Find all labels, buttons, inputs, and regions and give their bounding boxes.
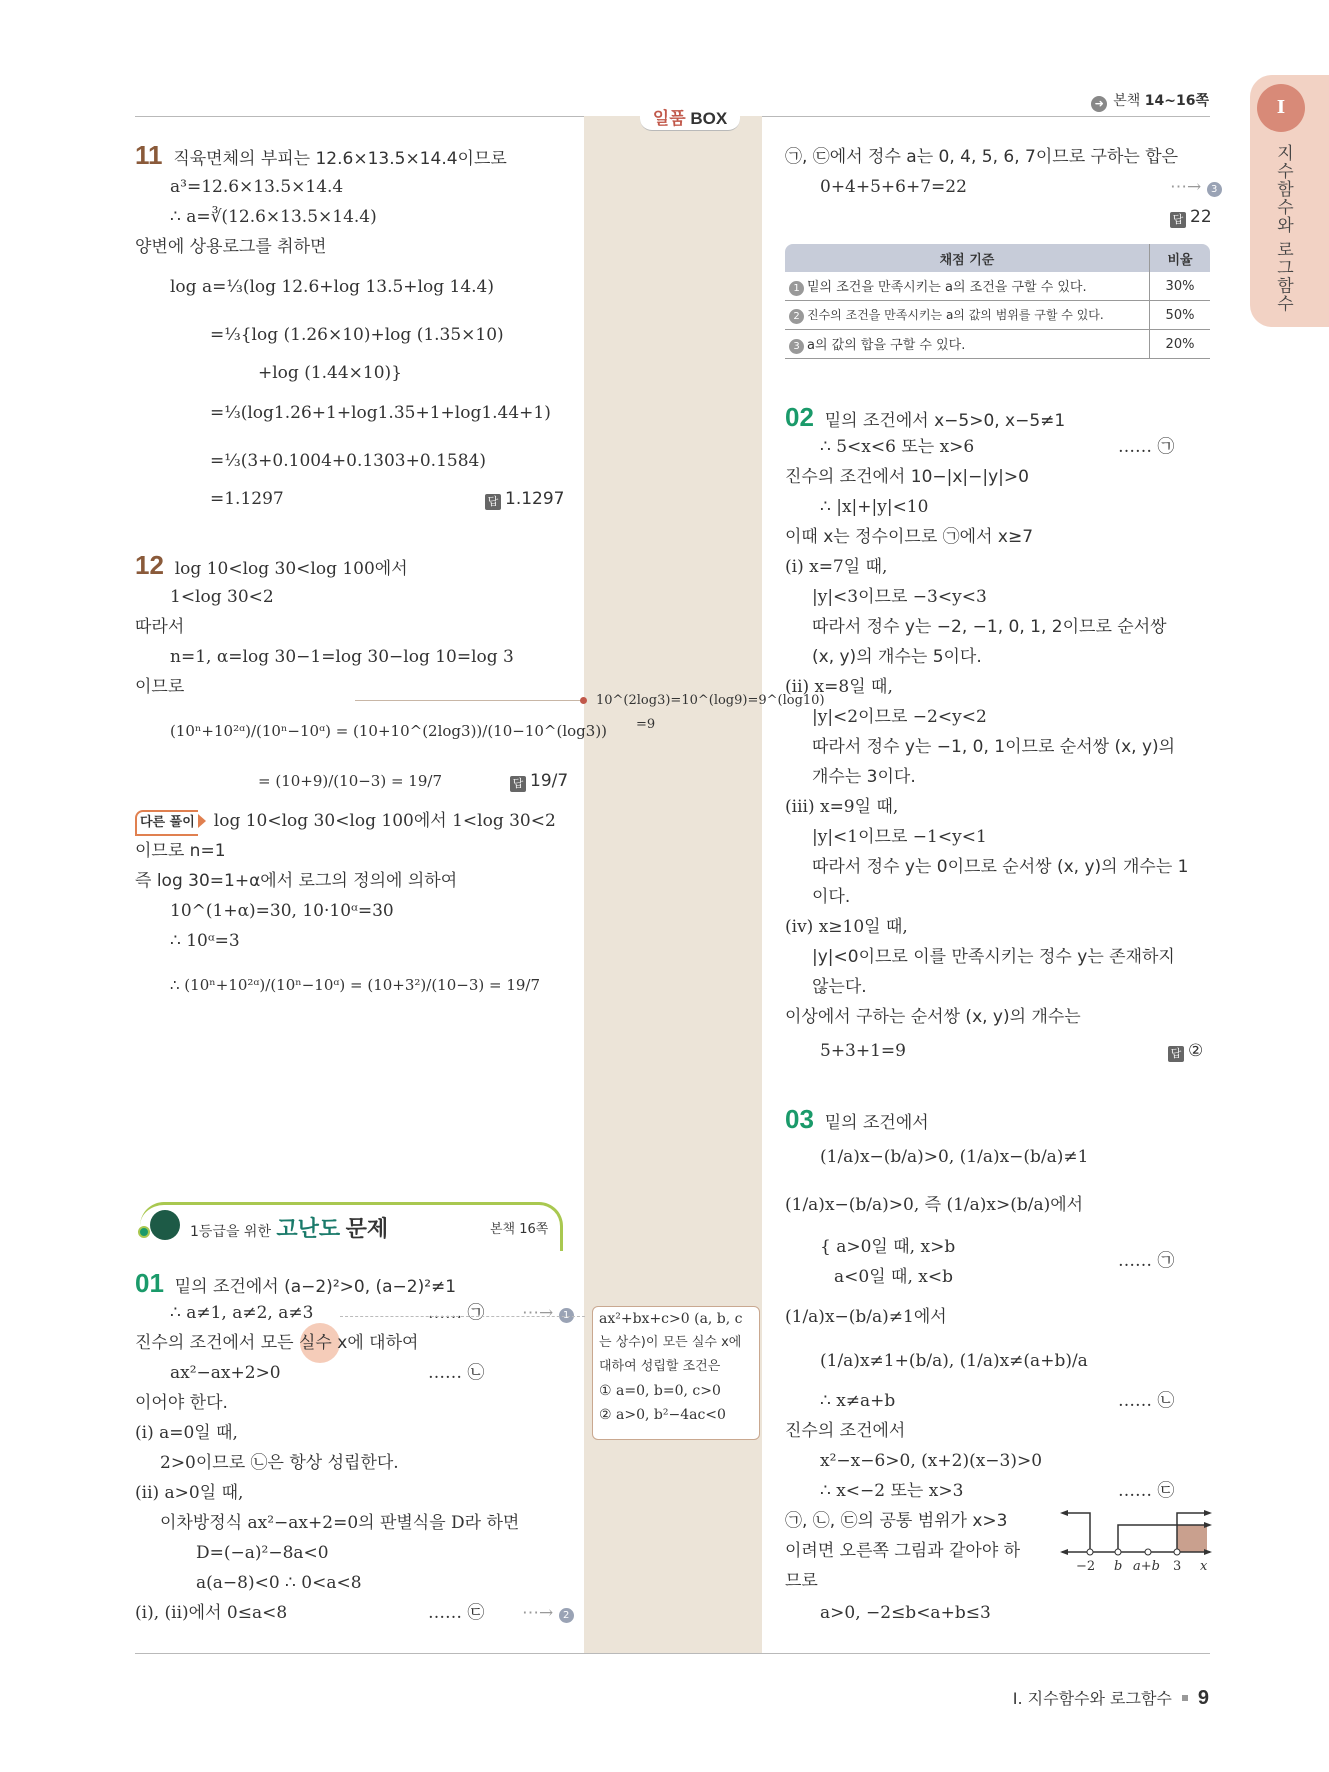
mark: …… ㉠ xyxy=(428,1303,485,1323)
answer-11: 답 1.1297 xyxy=(485,488,564,510)
side-note-2: ax²+bx+c>0 (a, b, c 는 상수)이 모든 실수 x에 대하여 성립할 조건은 ① a=0, b=0, c>0 ② a>0, b²−4ac<0 xyxy=(592,1306,760,1440)
step-2-marker: ⋯→ 2 xyxy=(522,1602,574,1624)
grading-table: 채점 기준 비율 1 밑의 조건을 만족시키는 a의 조건을 구할 수 있다. 30% 2 진수의 조건을 만족시키는 a의 값의 범위를 구할 수 있다. 50% 3 a의 값의 합을 구할 수 있다. 20% xyxy=(785,244,1210,359)
eq-line: 0+4+5+6+7=22 xyxy=(820,177,967,197)
eq-line: (ii) x=8일 때, xyxy=(785,677,893,697)
eq-line: (i) a=0일 때, xyxy=(135,1423,238,1443)
text-line: 따라서 정수 y는 −2, −1, 0, 1, 2이므로 순서쌍 xyxy=(812,617,1167,637)
answer-icon: 답 xyxy=(510,776,526,792)
problem-02-line-0: 02 밑의 조건에서 x−5>0, x−5≠1 xyxy=(785,402,1066,432)
text-line: 이어야 한다. xyxy=(135,1393,228,1413)
eq-line: ∴ a≠1, a≠2, a≠3 xyxy=(170,1303,314,1323)
problem-number: 02 xyxy=(785,402,814,432)
text-line: 않는다. xyxy=(812,977,867,997)
text-line: 즉 log 30=1+α에서 로그의 정의에 의하여 xyxy=(135,871,458,891)
table-row: 3 a의 값의 합을 구할 수 있다. 20% xyxy=(785,330,1210,359)
mark: …… ㉡ xyxy=(428,1363,485,1383)
eq-line: (10ⁿ+10²ᵅ)/(10ⁿ−10ᵅ) = (10+10^(2log3))/(10−10^(log3)) xyxy=(170,722,608,740)
mark: …… ㉢ xyxy=(428,1603,485,1623)
problem-number: 12 xyxy=(135,550,164,580)
text-line: 양변에 상용로그를 취하면 xyxy=(135,237,327,257)
mark: …… ㉠ xyxy=(1118,437,1175,457)
eq-line: =⅓(3+0.1004+0.1303+0.1584) xyxy=(210,451,486,471)
eq-line: 5+3+1=9 xyxy=(820,1041,906,1061)
bottom-rule xyxy=(135,1653,1210,1654)
lamp-icon xyxy=(150,1210,180,1240)
chapter-title: 지수함수와 로그함수 xyxy=(1273,144,1293,313)
answer-icon: 답 xyxy=(1168,1046,1184,1062)
eq-line: = (10+9)/(10−3) = 19/7 xyxy=(258,772,442,790)
text-line: 따라서 정수 y는 0이므로 순서쌍 (x, y)의 개수는 1 xyxy=(812,857,1189,877)
answer-icon: 답 xyxy=(485,494,501,510)
text-line: ㉠, ㉡, ㉢의 공통 범위가 x>3 xyxy=(785,1511,1008,1531)
axis-label: −2 xyxy=(1076,1559,1096,1574)
page-number: 9 xyxy=(1197,1687,1209,1709)
page-reference: ➜ 본책 14~16쪽 xyxy=(1091,90,1209,112)
arrow-right-icon: ➜ xyxy=(1091,96,1107,112)
text-line: (x, y)의 개수는 5이다. xyxy=(812,647,982,667)
eq-line: =⅓(log1.26+1+log1.35+1+log1.44+1) xyxy=(210,403,551,423)
eq-line: =1.1297 xyxy=(210,489,284,509)
eq-line: |y|<3이므로 −3<y<3 xyxy=(812,587,987,607)
alt-solution-line-0: 다른 풀이 log 10<log 30<log 100에서 1<log 30<2 xyxy=(135,810,556,836)
eq-line: ∴ 10ᵅ=3 xyxy=(170,931,240,951)
text-line: 이므로 xyxy=(135,677,185,697)
text-line: 따라서 정수 y는 −1, 0, 1이므로 순서쌍 (x, y)의 xyxy=(812,737,1176,757)
alt-solution-badge: 다른 풀이 xyxy=(135,810,198,836)
text-line: 개수는 3이다. xyxy=(812,767,916,787)
box-title: 일품 BOX xyxy=(652,109,728,128)
eq-line: a>0, −2≤b<a+b≤3 xyxy=(820,1603,991,1623)
eq-line: (i) x=7일 때, xyxy=(785,557,888,577)
eq-line: ∴ a=∛(12.6×13.5×14.4) xyxy=(170,207,377,227)
problem-01-line-0: 01 밑의 조건에서 (a−2)²>0, (a−2)²≠1 xyxy=(135,1268,457,1298)
text-line: 므로 xyxy=(785,1571,818,1591)
side-note-1-line: 10^(2log3)=10^(log9)=9^(log10) xyxy=(596,693,825,708)
eq-line: x²−x−6>0, (x+2)(x−3)>0 xyxy=(820,1451,1043,1471)
eq-line: +log (1.44×10)} xyxy=(258,363,403,383)
eq-line: a(a−8)<0 ∴ 0<a<8 xyxy=(196,1573,362,1593)
eq-line: 10^(1+α)=30, 10·10ᵅ=30 xyxy=(170,901,394,921)
eq-line: a<0일 때, x<b xyxy=(834,1267,953,1287)
eq-line: ∴ 5<x<6 또는 x>6 xyxy=(820,437,975,457)
answer-12: 답 19/7 xyxy=(510,770,568,792)
text-line: |y|<0이므로 이를 만족시키는 정수 y는 존재하지 xyxy=(812,947,1175,967)
note-connector xyxy=(355,700,585,701)
hard-section-title: 1등급을 위한 고난도 문제 xyxy=(190,1217,389,1242)
eq-line: D=(−a)²−8a<0 xyxy=(196,1543,329,1563)
separator-icon xyxy=(1182,1695,1188,1701)
problem-number: 01 xyxy=(135,1268,164,1298)
text-line: 이때 x는 정수이므로 ㉠에서 x≥7 xyxy=(785,527,1034,547)
eq-line: ax²−ax+2>0 xyxy=(170,1363,281,1383)
side-note-1-line: =9 xyxy=(636,717,656,732)
eq-line: ∴ (10ⁿ+10²ᵅ)/(10ⁿ−10ᵅ) = (10+3²)/(10−3) = 19/7 xyxy=(170,976,541,994)
answer-icon: 답 xyxy=(1170,212,1186,228)
eq-line: (1/a)x≠1+(b/a), (1/a)x≠(a+b)/a xyxy=(820,1351,1088,1371)
text-line: 이므로 n=1 xyxy=(135,841,226,861)
dash-connector xyxy=(340,1316,585,1317)
step-1-marker: ⋯→ 1 xyxy=(522,1302,574,1324)
problem-11-line-0: 11 직육면체의 부피는 12.6×13.5×14.4이므로 xyxy=(135,140,507,170)
eq-line: (1/a)x−(b/a)≠1에서 xyxy=(785,1307,947,1327)
eq-line: |y|<1이므로 −1<y<1 xyxy=(812,827,987,847)
section-dot-icon xyxy=(138,1226,150,1238)
eq-line: (1/a)x−(b/a)>0, 즉 (1/a)x>(b/a)에서 xyxy=(785,1195,1084,1215)
eq-line: ∴ x<−2 또는 x>3 xyxy=(820,1481,964,1501)
mark: …… ㉠ xyxy=(1118,1251,1175,1271)
axis-label: b xyxy=(1114,1559,1123,1574)
note-dot-icon xyxy=(580,697,587,704)
eq-line: a³=12.6×13.5×14.4 xyxy=(170,177,344,197)
eq-line: (i), (ii)에서 0≤a<8 xyxy=(135,1603,288,1623)
hard-section-ref: 본책 16쪽 xyxy=(490,1222,549,1237)
text-line: 이상에서 구하는 순서쌍 (x, y)의 개수는 xyxy=(785,1007,1081,1027)
axis-label: a+b xyxy=(1133,1559,1160,1574)
mark: …… ㉡ xyxy=(1118,1391,1175,1411)
eq-line: =⅓{log (1.26×10)+log (1.35×10) xyxy=(210,325,504,345)
text-line: 이려면 오른쪽 그림과 같아야 하 xyxy=(785,1541,1021,1561)
problem-12-line-0: 12 log 10<log 30<log 100에서 xyxy=(135,550,408,580)
eq-line: ∴ |x|+|y|<10 xyxy=(820,497,929,517)
text-line: 진수의 조건에서 10−|x|−|y|>0 xyxy=(785,467,1029,487)
problem-number: 11 xyxy=(135,140,163,170)
mark: …… ㉢ xyxy=(1118,1481,1175,1501)
eq-line: ∴ x≠a+b xyxy=(820,1391,896,1411)
table-row: 2 진수의 조건을 만족시키는 a의 값의 범위를 구할 수 있다. 50% xyxy=(785,301,1210,330)
triangle-right-icon xyxy=(198,814,206,828)
eq-line: (iii) x=9일 때, xyxy=(785,797,899,817)
text-line: 진수의 조건에서 xyxy=(785,1421,906,1441)
answer-02: 답 ② xyxy=(1168,1040,1203,1062)
eq-line-brace: { a>0일 때, x>b xyxy=(820,1237,956,1257)
text-line: ㉠, ㉢에서 정수 a는 0, 4, 5, 6, 7이므로 구하는 합은 xyxy=(785,147,1179,167)
step-3-marker: ⋯→ 3 xyxy=(1170,176,1222,198)
eq-line: n=1, α=log 30−1=log 30−log 10=log 3 xyxy=(170,647,514,667)
eq-line: |y|<2이므로 −2<y<2 xyxy=(812,707,987,727)
answer-01: 답 22 xyxy=(1170,206,1212,228)
eq-line: log a=⅓(log 12.6+log 13.5+log 14.4) xyxy=(170,277,494,297)
text-line: 따라서 xyxy=(135,617,185,637)
problem-number: 03 xyxy=(785,1104,814,1134)
eq-line: 1<log 30<2 xyxy=(170,587,274,607)
eq-line: 이차방정식 ax²−ax+2=0의 판별식을 D라 하면 xyxy=(160,1513,520,1533)
table-row: 1 밑의 조건을 만족시키는 a의 조건을 구할 수 있다. 30% xyxy=(785,272,1210,301)
eq-line: (1/a)x−(b/a)>0, (1/a)x−(b/a)≠1 xyxy=(820,1147,1089,1167)
eq-line: 2>0이므로 ㉡은 항상 성립한다. xyxy=(160,1453,399,1473)
eq-line: (ii) a>0일 때, xyxy=(135,1483,244,1503)
text-line: 이다. xyxy=(812,887,851,907)
axis-label: x xyxy=(1200,1559,1208,1574)
eq-line: (iv) x≥10일 때, xyxy=(785,917,908,937)
problem-03-line-0: 03 밑의 조건에서 xyxy=(785,1104,929,1134)
page-footer: I. 지수함수와 로그함수 9 xyxy=(1012,1687,1209,1709)
chapter-numeral: I xyxy=(1257,84,1305,132)
text-line: 진수의 조건에서 모든 실수 x에 대하여 xyxy=(135,1333,419,1353)
axis-label: 3 xyxy=(1173,1559,1182,1574)
